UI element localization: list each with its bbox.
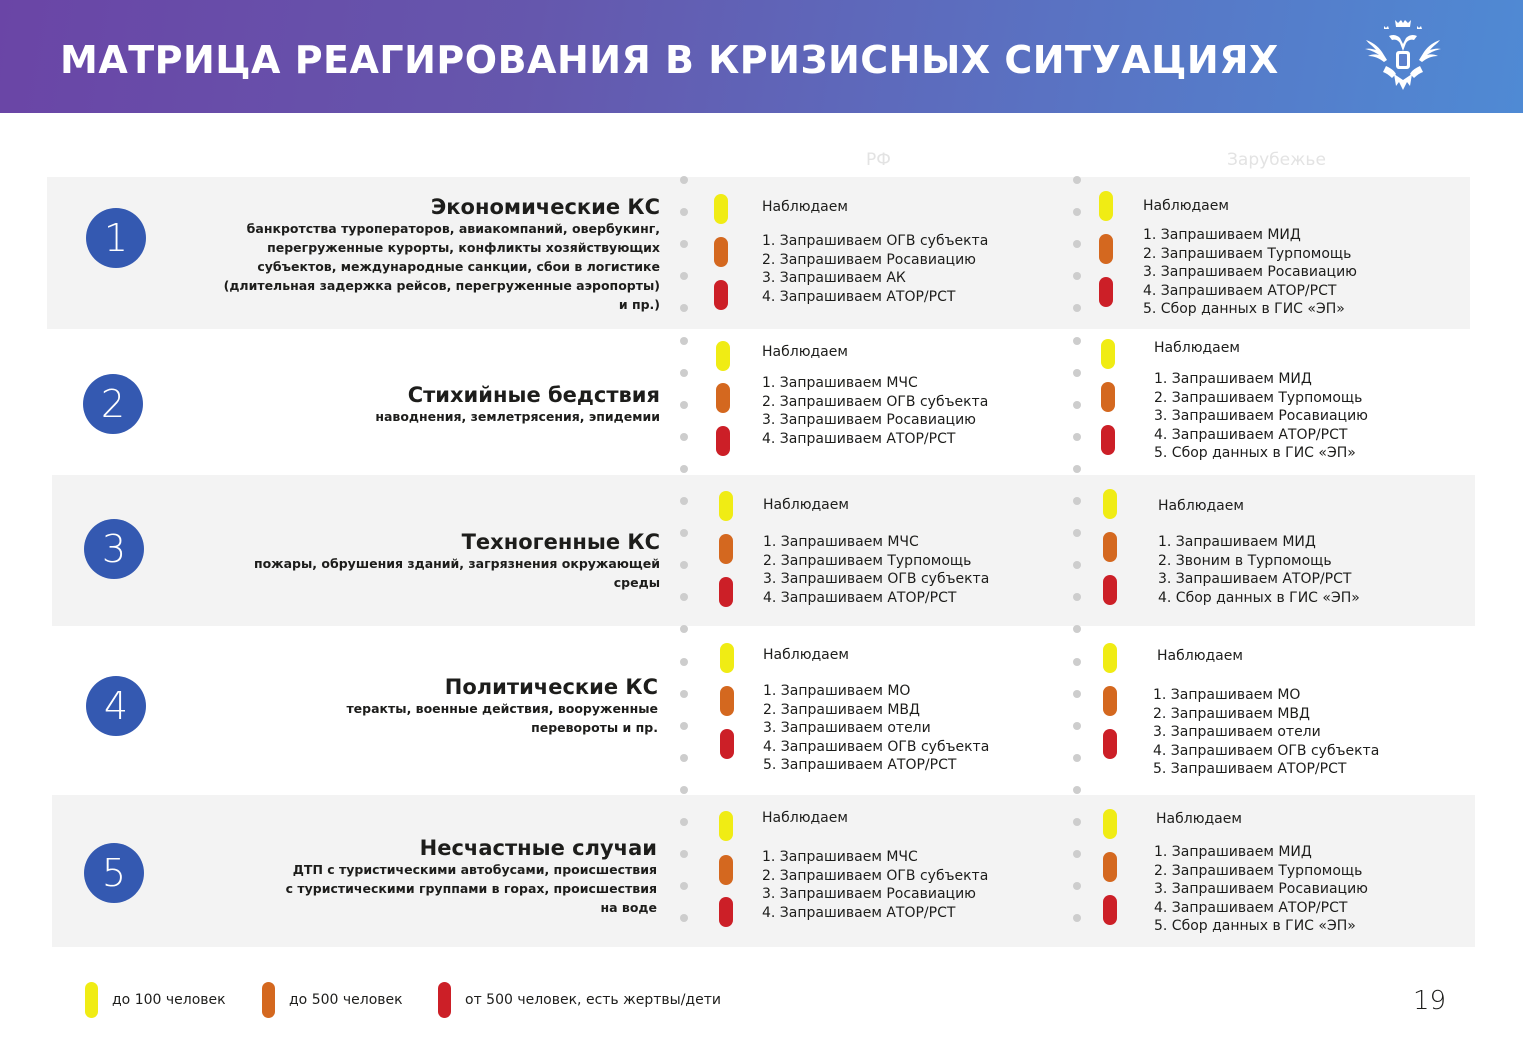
legend-item-orange [262,982,403,1018]
separator-dot [1073,240,1081,248]
level-orange-indicator [1101,382,1115,412]
separator-dot [1073,497,1081,505]
category-political [138,675,658,737]
level-orange-indicator [716,383,730,413]
separator-dot [1073,433,1081,441]
separator-dot [1073,658,1081,666]
observe-label: Наблюдаем [762,199,848,215]
action-step: 4. Запрашиваем АТОР/РСТ [763,589,957,606]
level-red-indicator [1103,575,1117,605]
level-orange-indicator [719,534,733,564]
action-step: 2. Звоним в Турпомощь [1158,552,1332,569]
action-step: 2. Запрашиваем МВД [763,701,920,718]
domestic-actions [762,344,988,448]
action-step: 3. Запрашиваем Росавиацию [1143,264,1357,280]
row-number-badge: 2 [83,374,143,434]
level-yellow-indicator [1101,339,1115,369]
column-header-abroad: Зарубежье [1227,150,1326,170]
level-orange-indicator [1103,852,1117,882]
legend-yellow-swatch [85,982,98,1018]
legend-item-red [438,982,721,1018]
column-header-domestic: РФ [866,150,891,170]
row-number-badge: 1 [86,208,146,268]
separator-dot [1073,690,1081,698]
action-step: 1. Запрашиваем МЧС [763,534,919,550]
separator-dot [680,176,688,184]
action-step: 3. Запрашиваем Росавиацию [1154,881,1368,897]
separator-dot [1073,465,1081,473]
action-step: 1. Запрашиваем МО [1153,687,1301,703]
separator-dot [680,433,688,441]
separator-dot [1073,272,1081,280]
abroad-actions [1154,340,1368,463]
separator-dot [680,272,688,280]
abroad-actions [1158,498,1360,607]
action-step: 2. Запрашиваем Турпомощь [1154,862,1363,879]
action-step: 5. Сбор данных в ГИС «ЭП» [1143,301,1345,317]
action-step: 3. Запрашиваем Росавиацию [1154,408,1368,424]
legend-label: от 500 человек, есть жертвы/дети [465,992,721,1008]
category-title: Политические КС [444,675,658,699]
action-step: 4. Запрашиваем АТОР/РСТ [1154,426,1348,443]
separator-dot [1073,593,1081,601]
action-step: 4. Запрашиваем АТОР/РСТ [762,288,956,305]
row-number-badge: 4 [86,676,146,736]
page-number: 19 [1413,986,1447,1016]
separator-dot [680,561,688,569]
action-step: 2. Запрашиваем ОГВ субъекта [762,867,989,884]
action-step: 1. Запрашиваем МИД [1154,844,1312,860]
category-economic [140,195,660,314]
separator-dot [1073,176,1081,184]
category-description: банкротства туроператоров, авиакомпаний, овербукинг, перегруженные курорты, конфликты хозяйствующих субъектов, международные санкции, сбои в логистике (длительная задержка рейсов, перегруженные аэропорты) и пр.) [223,221,660,312]
separator-dot [1073,850,1081,858]
level-red-indicator [1101,425,1115,455]
level-yellow-indicator [716,341,730,371]
separator-dot [680,658,688,666]
action-step: 4. Запрашиваем АТОР/РСТ [1154,899,1348,916]
observe-label: Наблюдаем [762,810,848,826]
action-step: 1. Запрашиваем МЧС [762,849,918,865]
separator-dot [1073,754,1081,762]
legend-label: до 500 человек [289,992,403,1008]
separator-dot [1073,208,1081,216]
action-step: 3. Запрашиваем Росавиацию [762,412,976,428]
action-step: 5. Запрашиваем АТОР/РСТ [1153,761,1347,777]
separator-dot [680,465,688,473]
observe-label: Наблюдаем [762,344,848,360]
level-red-indicator [719,897,733,927]
level-orange-indicator [1103,686,1117,716]
action-step: 2. Запрашиваем Турпомощь [1143,245,1352,262]
separator-dot [1073,561,1081,569]
action-step: 3. Запрашиваем отели [763,720,931,736]
action-step: 1. Запрашиваем МИД [1158,534,1316,550]
level-red-indicator [719,577,733,607]
separator-dot [1073,369,1081,377]
level-yellow-indicator [720,643,734,673]
separator-dot [680,818,688,826]
action-step: 3. Запрашиваем отели [1153,724,1321,740]
legend-orange-swatch [262,982,275,1018]
category-description: ДТП с туристическими автобусами, происшествия с туристическими группами в горах, происшествия на воде [285,862,657,915]
observe-label: Наблюдаем [763,647,849,663]
header-banner [0,0,1523,113]
separator-dot [680,754,688,762]
separator-dot [680,850,688,858]
legend-item-yellow [85,982,226,1018]
separator-dot [680,337,688,345]
level-orange-indicator [719,855,733,885]
observe-label: Наблюдаем [1156,811,1242,827]
level-yellow-indicator [719,811,733,841]
separator-dot [680,786,688,794]
category-description: теракты, военные действия, вооруженные перевороты и пр. [346,701,658,735]
separator-dot [680,369,688,377]
domestic-actions [762,199,988,306]
action-step: 3. Запрашиваем АК [762,270,906,286]
action-step: 2. Запрашиваем ОГВ субъекта [762,393,989,410]
action-step: 4. Запрашиваем ОГВ субъекта [763,738,990,755]
category-title: Техногенные КС [461,530,660,554]
action-step: 1. Запрашиваем МО [763,683,911,699]
level-red-indicator [720,729,734,759]
row-number-badge: 3 [84,519,144,579]
separator-dot [680,529,688,537]
domestic-actions [762,810,988,922]
action-step: 5. Сбор данных в ГИС «ЭП» [1154,918,1356,934]
action-step: 3. Запрашиваем Росавиацию [762,886,976,902]
level-yellow-indicator [1099,191,1113,221]
legend-label: до 100 человек [112,992,226,1008]
abroad-actions [1153,648,1379,779]
separator-dot [1073,625,1081,633]
action-step: 5. Сбор данных в ГИС «ЭП» [1154,445,1356,461]
action-step: 4. Сбор данных в ГИС «ЭП» [1158,589,1360,606]
action-step: 1. Запрашиваем МЧС [762,375,918,391]
separator-dot [1073,722,1081,730]
separator-dot [680,722,688,730]
separator-dot [680,497,688,505]
observe-label: Наблюдаем [1143,198,1229,214]
action-step: 1. Запрашиваем МИД [1143,227,1301,243]
level-red-indicator [1103,895,1117,925]
abroad-actions [1154,811,1368,936]
category-title: Экономические КС [430,195,660,219]
level-red-indicator [1099,277,1113,307]
observe-label: Наблюдаем [1158,498,1244,514]
action-step: 2. Запрашиваем Турпомощь [763,552,972,569]
action-step: 3. Запрашиваем АТОР/РСТ [1158,571,1352,587]
level-yellow-indicator [1103,489,1117,519]
action-step: 4. Запрашиваем АТОР/РСТ [762,430,956,447]
level-orange-indicator [714,237,728,267]
action-step: 4. Запрашиваем ОГВ субъекта [1153,742,1380,759]
separator-dot [680,882,688,890]
action-step: 4. Запрашиваем АТОР/РСТ [1143,282,1337,299]
separator-dot [680,401,688,409]
separator-dot [1073,882,1081,890]
separator-dot [1073,304,1081,312]
separator-dot [680,208,688,216]
separator-dot [1073,401,1081,409]
action-step: 1. Запрашиваем ОГВ субъекта [762,233,989,249]
separator-dot [680,690,688,698]
separator-dot [680,593,688,601]
level-yellow-indicator [1103,643,1117,673]
level-yellow-indicator [719,491,733,521]
action-step: 4. Запрашиваем АТОР/РСТ [762,904,956,921]
category-accidents [137,836,657,917]
level-red-indicator [714,280,728,310]
action-step: 2. Запрашиваем Турпомощь [1154,389,1363,406]
level-red-indicator [716,426,730,456]
level-orange-indicator [720,686,734,716]
observe-label: Наблюдаем [1154,340,1240,356]
separator-dot [1073,529,1081,537]
action-step: 3. Запрашиваем ОГВ субъекта [763,571,990,587]
action-step: 2. Запрашиваем Росавиацию [762,251,976,268]
observe-label: Наблюдаем [1157,648,1243,664]
level-red-indicator [1103,729,1117,759]
category-description: пожары, обрушения зданий, загрязнения окружающей среды [253,556,660,590]
level-orange-indicator [1099,234,1113,264]
category-natural-disasters [140,383,660,426]
category-title: Стихийные бедствия [407,383,660,407]
category-technogenic [140,530,660,592]
separator-dot [1073,786,1081,794]
domestic-actions [763,497,989,607]
level-orange-indicator [1103,532,1117,562]
separator-dot [680,625,688,633]
level-yellow-indicator [1103,809,1117,839]
page-title: МАТРИЦА РЕАГИРОВАНИЯ В КРИЗИСНЫХ СИТУАЦИЯХ [60,38,1279,82]
legend-red-swatch [438,982,451,1018]
domestic-actions [763,647,989,775]
separator-dot [1073,337,1081,345]
action-step: 2. Запрашиваем МВД [1153,705,1310,722]
level-yellow-indicator [714,194,728,224]
separator-dot [1073,818,1081,826]
separator-dot [1073,914,1081,922]
category-title: Несчастные случаи [419,836,657,860]
separator-dot [680,240,688,248]
row-number-badge: 5 [84,843,144,903]
double-headed-eagle-emblem-icon [1362,16,1444,96]
separator-dot [680,304,688,312]
separator-dot [680,914,688,922]
observe-label: Наблюдаем [763,497,849,513]
action-step: 1. Запрашиваем МИД [1154,371,1312,387]
action-step: 5. Запрашиваем АТОР/РСТ [763,757,957,773]
abroad-actions [1143,198,1357,319]
category-description: наводнения, землетрясения, эпидемии [375,409,660,424]
